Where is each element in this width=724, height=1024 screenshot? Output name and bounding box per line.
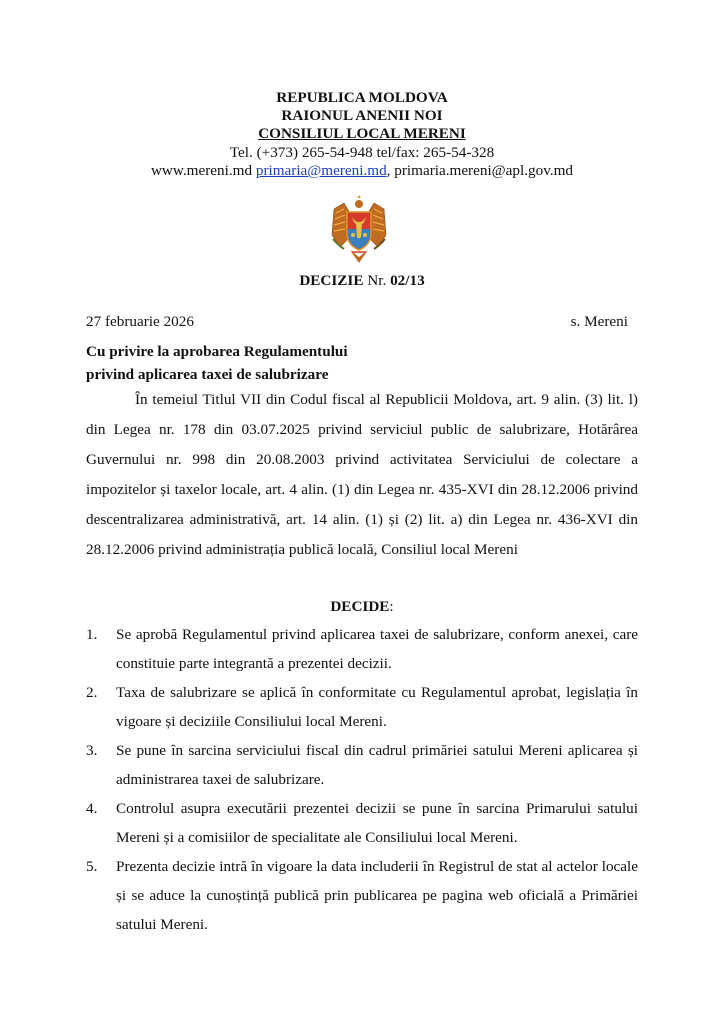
moldova-coat-of-arms-icon (330, 195, 388, 265)
header-contacts (0, 162, 724, 180)
header-country: REPUBLICA MOLDOVA (276, 89, 448, 106)
header-council (0, 125, 724, 143)
list-item (86, 852, 638, 939)
email-separator: , (386, 162, 395, 179)
header-phone: Tel. (+373) 265-54-948 tel/fax: 265-54-328 (229, 144, 495, 161)
list-item-number: 1. (86, 626, 98, 643)
email-secondary-text: primaria.mereni@apl.gov.md (394, 162, 574, 179)
list-item-number: 2. (86, 684, 98, 701)
decision-date: 27 februarie 2026 (86, 313, 194, 330)
subject-line-1: Cu privire la aprobarea Regulamentului (86, 343, 348, 360)
list-item-text: Prezenta decizie intră în vigoare la data includerii în Registrul de stat al actelor locale și se aduce la cunoștință publică prin publicarea pe pagina web oficială a Primăriei satului Mereni. (116, 858, 638, 933)
decision-title (0, 272, 724, 290)
email-primary-link[interactable]: primaria@mereni.md (255, 162, 387, 179)
decision-title-word: DECIZIE (299, 272, 364, 289)
list-item-text: Se aprobă Regulamentul privind aplicarea taxei de salubrizare, conform anexei, care constituie parte integrantă a prezentei decizii. (116, 626, 638, 672)
decide-colon: : (389, 598, 394, 615)
subject-line-2: privind aplicarea taxei de salubrizare (86, 366, 329, 383)
preamble-paragraph: În temeiul Titlul VII din Codul fiscal al Republicii Moldova, art. 9 alin. (3) lit. l) din Legea nr. 178 din 03.07.2025 privind serviciul public de salubrizare, Hotărârea Guvernului nr. 998 din 20.08.2003 privind activitatea Serviciului de colectare a impozitelor și taxelor locale, art. 4 alin. (1) din Legea nr. 435-XVI din 28.12.2006 privind descentralizarea administrativă, art. 14 alin. (1) și (2) lit. a) din Legea nr. 436-XVI din 28.12.2006 privind administrația publică locală, Consiliul local Mereni (86, 391, 638, 558)
list-item-number: 3. (86, 742, 98, 759)
list-item (86, 736, 638, 794)
decision-place: s. Mereni (570, 313, 628, 330)
header-council-text: CONSILIUL LOCAL MERENI (258, 125, 466, 142)
decision-items-list (86, 620, 638, 939)
list-item (86, 794, 638, 852)
list-item-text: Se pune în sarcina serviciului fiscal din cadrul primăriei satului Mereni aplicarea și administrarea taxei de salubrizare. (116, 742, 638, 788)
decision-subject (86, 340, 348, 386)
list-item-text: Taxa de salubrizare se aplică în conformitate cu Regulamentul aprobat, legislația în vigoare și deciziile Consiliului local Mereni. (116, 684, 638, 730)
list-item (86, 620, 638, 678)
decide-word: DECIDE (330, 598, 390, 615)
list-item-number: 5. (86, 858, 98, 875)
header-district: RAIONUL ANENII NOI (281, 107, 443, 124)
decision-number-prefix: Nr. (367, 272, 387, 289)
decide-heading (0, 597, 724, 617)
decision-number: 02/13 (390, 272, 425, 289)
website-text: www.mereni.md (150, 162, 253, 179)
list-item-number: 4. (86, 800, 98, 817)
list-item-text: Controlul asupra executării prezentei decizii se pune în sarcina Primarului satului Mereni și a comisiilor de specialitate ale Consiliului local Mereni. (116, 800, 638, 846)
list-item (86, 678, 638, 736)
